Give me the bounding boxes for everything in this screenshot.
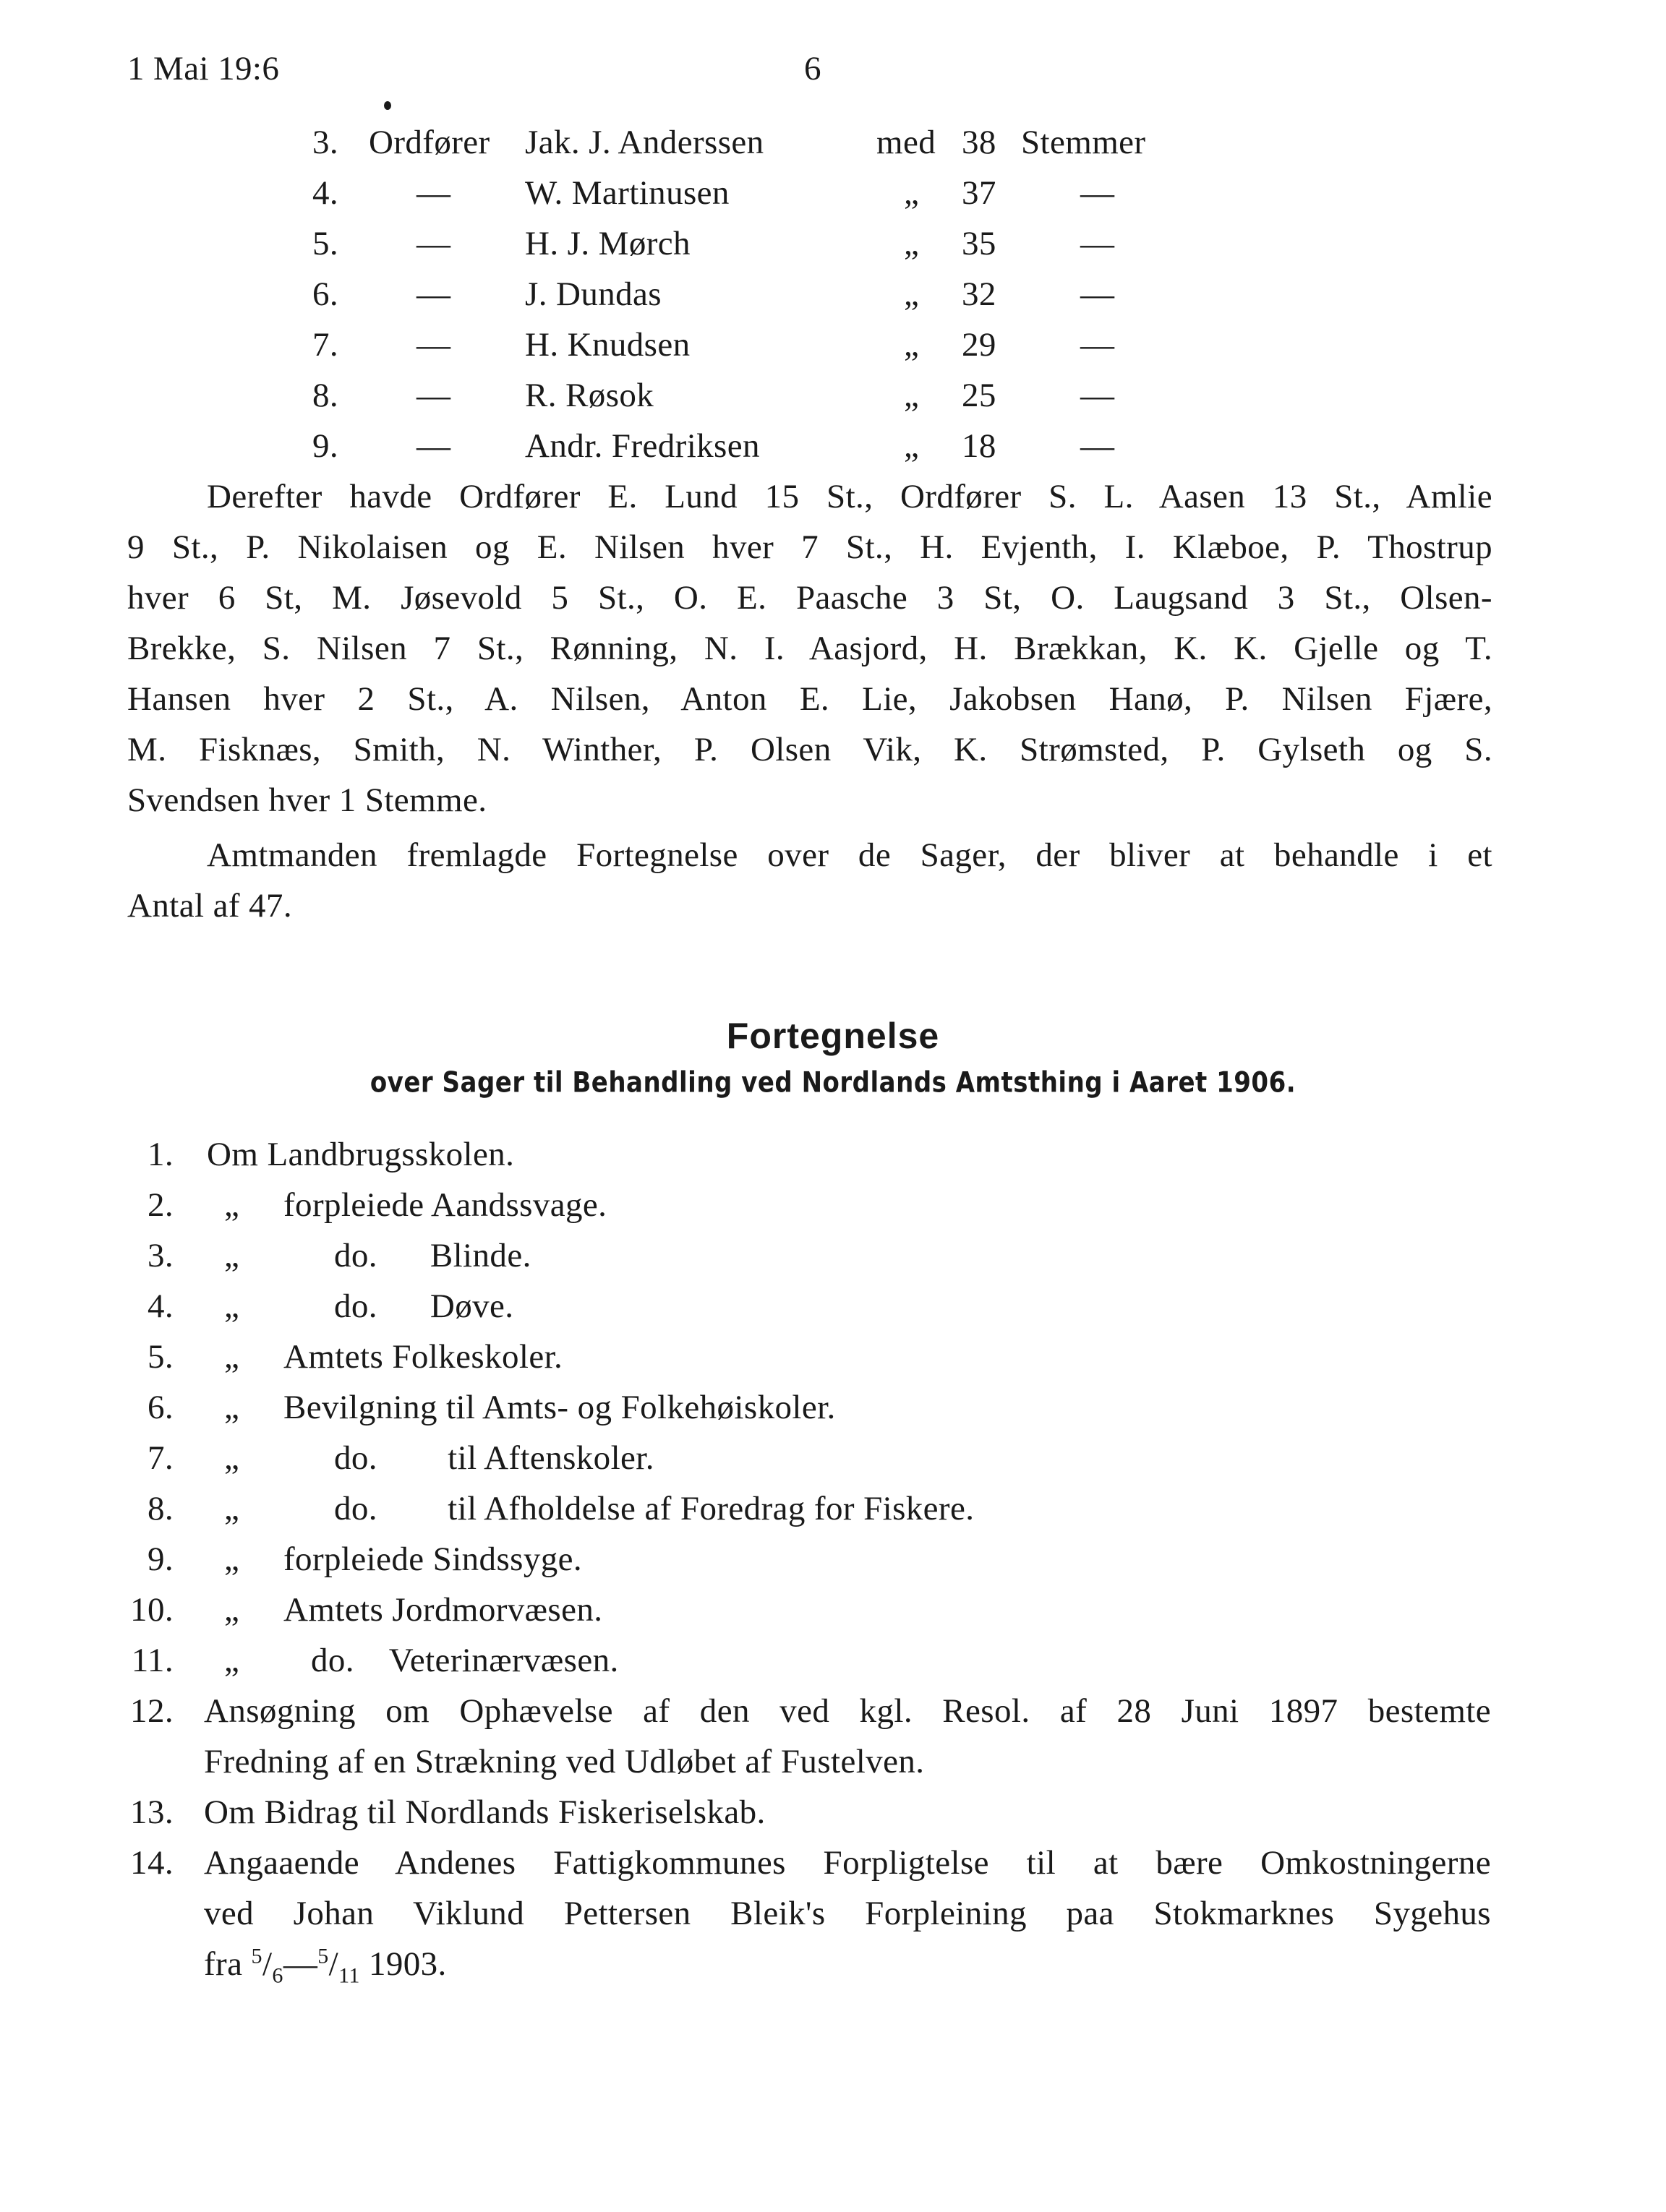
ditto-mark: „ (224, 1389, 240, 1426)
vote-ditto-dash: — (416, 326, 451, 364)
list-item (0, 1635, 1666, 1686)
vote-row (0, 370, 1666, 421)
vote-number: 4. (312, 174, 339, 212)
item-text: Bevilgning til Amts- og Folkehøiskoler. (283, 1389, 836, 1426)
vote-number: 9. (312, 427, 339, 465)
list-item (0, 1483, 1666, 1534)
list-item (0, 1534, 1666, 1585)
list-item (0, 1281, 1666, 1332)
item-number: 12. (130, 1692, 174, 1730)
vote-name: J. Dundas (525, 275, 662, 313)
item-year: 1903. (368, 1945, 447, 1983)
ditto-mark: „ (224, 1338, 240, 1376)
item-number: 3. (147, 1237, 174, 1274)
item-text-fragment: fra (204, 1945, 243, 1983)
item-text-line: ved Johan Viklund Pettersen Bleik's Forpleining paa Stokmarknes Sygehus (204, 1895, 1491, 1932)
vote-ditto-dash: — (416, 225, 451, 262)
vote-prefix: „ (904, 225, 920, 262)
vote-ditto-dash: — (1080, 427, 1115, 465)
item-text: Amtets Folkeskoler. (283, 1338, 563, 1376)
paragraph-line: hver 6 St, M. Jøsevold 5 St., O. E. Paasche 3 St, O. Laugsand 3 St., Olsen- (127, 579, 1492, 617)
vote-row (0, 421, 1666, 471)
header-date: 1 Mai 19:6 (127, 50, 280, 87)
list-item (0, 1230, 1666, 1281)
vote-name: Andr. Fredriksen (525, 427, 760, 465)
item-number: 8. (147, 1490, 174, 1527)
vote-count: 32 (962, 275, 996, 313)
vote-number: 8. (312, 377, 339, 414)
vote-name: H. J. Mørch (525, 225, 691, 262)
paragraph-line: 9 St., P. Nikolaisen og E. Nilsen hver 7 St., H. Evjenth, I. Klæboe, P. Thostrup (127, 528, 1492, 566)
vote-prefix: „ (904, 326, 920, 364)
vote-ditto-dash: — (1080, 225, 1115, 262)
item-number: 10. (130, 1591, 174, 1629)
vote-row (0, 218, 1666, 269)
item-number: 9. (147, 1540, 174, 1578)
item-number: 2. (147, 1186, 174, 1224)
paragraph-line: M. Fisknæs, Smith, N. Winther, P. Olsen Vik, K. Strømsted, P. Gylseth og S. (127, 731, 1492, 768)
vote-row (0, 320, 1666, 370)
vote-name: Jak. J. Anderssen (525, 124, 764, 161)
vote-title: Ordfører (369, 124, 490, 161)
vote-ditto-dash: — (1080, 174, 1115, 212)
item-text: do. til Aftenskoler. (334, 1439, 654, 1477)
vote-prefix: „ (904, 275, 920, 313)
vote-row (0, 269, 1666, 320)
vote-count: 29 (962, 326, 996, 364)
ink-dot (384, 101, 391, 110)
vote-ditto-dash: — (416, 377, 451, 414)
item-number: 7. (147, 1439, 174, 1477)
item-number: 1. (147, 1136, 174, 1173)
vote-ditto-dash: — (1080, 326, 1115, 364)
vote-ditto-dash: — (416, 174, 451, 212)
item-number: 5. (147, 1338, 174, 1376)
list-item (130, 1686, 1491, 1787)
vote-name: H. Knudsen (525, 326, 691, 364)
list-item (0, 1433, 1666, 1483)
paragraph-line: Antal af 47. (127, 887, 292, 925)
item-text: do. til Afholdelse af Foredrag for Fiskere. (334, 1490, 975, 1527)
vote-count: 38 (962, 124, 996, 161)
item-text: do. Blinde. (334, 1237, 531, 1274)
vote-prefix: „ (904, 174, 920, 212)
item-number: 11. (131, 1642, 174, 1679)
item-number: 13. (130, 1793, 174, 1831)
paragraph-line: Amtmanden fremlagde Fortegnelse over de Sager, der bliver at behandle i et (207, 836, 1492, 874)
vote-ditto-dash: — (416, 427, 451, 465)
section-subtitle: over Sager til Behandling ved Nordlands Amtsthing i Aaret 1906. (369, 1066, 1297, 1099)
paragraph-line: Svendsen hver 1 Stemme. (127, 781, 487, 819)
fraction-denominator: 11 (338, 1963, 360, 1988)
range-dash: — (283, 1945, 318, 1983)
ditto-mark: „ (224, 1540, 240, 1578)
vote-row (0, 168, 1666, 218)
item-text-line: fra $^5/_6—^5/_{11}$ 1903. (204, 1944, 447, 1988)
vote-number: 6. (312, 275, 339, 313)
vote-ditto-dash: — (1080, 275, 1115, 313)
item-number: 6. (147, 1389, 174, 1426)
vote-row (0, 117, 1666, 168)
vote-name: R. Røsok (525, 377, 654, 414)
vote-number: 3. (312, 124, 339, 161)
paragraph-line: Hansen hver 2 St., A. Nilsen, Anton E. Lie, Jakobsen Hanø, P. Nilsen Fjære, (127, 680, 1492, 718)
item-number: 14. (130, 1844, 174, 1882)
vote-ditto-dash: — (416, 275, 451, 313)
item-text: Amtets Jordmorvæsen. (283, 1591, 603, 1629)
list-item (0, 1585, 1666, 1635)
ditto-mark: „ (224, 1237, 240, 1274)
ditto-mark: „ (224, 1439, 240, 1477)
item-text: Om Landbrugsskolen. (207, 1136, 515, 1173)
vote-number: 5. (312, 225, 339, 262)
list-item (0, 1129, 1666, 1180)
section-title: Fortegnelse (726, 1016, 940, 1056)
vote-count: 18 (962, 427, 996, 465)
item-text: forpleiede Sindssyge. (283, 1540, 583, 1578)
item-text-line: Ansøgning om Ophævelse af den ved kgl. Resol. af 28 Juni 1897 bestemte (204, 1692, 1491, 1730)
vote-count: 25 (962, 377, 996, 414)
list-item (0, 1180, 1666, 1230)
vote-number: 7. (312, 326, 339, 364)
paragraph-amtmand (127, 830, 1492, 931)
item-number: 4. (147, 1287, 174, 1325)
fraction-denominator: 6 (272, 1963, 283, 1988)
item-text-line: Fredning af en Strækning ved Udløbet af Fustelven. (204, 1743, 925, 1780)
ditto-mark: „ (224, 1591, 240, 1629)
vote-count: 37 (962, 174, 996, 212)
ditto-mark: „ (224, 1287, 240, 1325)
paragraph-line: Brekke, S. Nilsen 7 St., Rønning, N. I. Aasjord, H. Brækkan, K. K. Gjelle og T. (127, 630, 1492, 667)
list-item (0, 1787, 1666, 1838)
vote-name: W. Martinusen (525, 174, 730, 212)
ditto-mark: „ (224, 1186, 240, 1224)
ditto-mark: „ (224, 1642, 240, 1679)
item-text: do. Veterinærvæsen. (311, 1642, 619, 1679)
fraction-numerator: 5 (251, 1944, 262, 1968)
paragraph-other-votes (127, 471, 1492, 826)
page-number: 6 (804, 50, 821, 87)
vote-count: 35 (962, 225, 996, 262)
vote-prefix: med (876, 124, 936, 161)
list-item (130, 1838, 1491, 1989)
ditto-mark: „ (224, 1490, 240, 1527)
paragraph-line: Derefter havde Ordfører E. Lund 15 St., Ordfører S. L. Aasen 13 St., Amlie (207, 478, 1492, 515)
vote-ditto-dash: — (1080, 377, 1115, 414)
vote-prefix: „ (904, 427, 920, 465)
list-item (0, 1382, 1666, 1433)
item-text-line: Angaaende Andenes Fattigkommunes Forpligtelse til at bære Omkostningerne (204, 1844, 1491, 1882)
list-item (0, 1332, 1666, 1382)
fraction-numerator: 5 (317, 1944, 329, 1968)
item-text: forpleiede Aandssvage. (283, 1186, 607, 1224)
item-text: Om Bidrag til Nordlands Fiskeriselskab. (204, 1793, 766, 1831)
item-text: do. Døve. (334, 1287, 514, 1325)
vote-unit: Stemmer (1021, 124, 1146, 161)
vote-prefix: „ (904, 377, 920, 414)
